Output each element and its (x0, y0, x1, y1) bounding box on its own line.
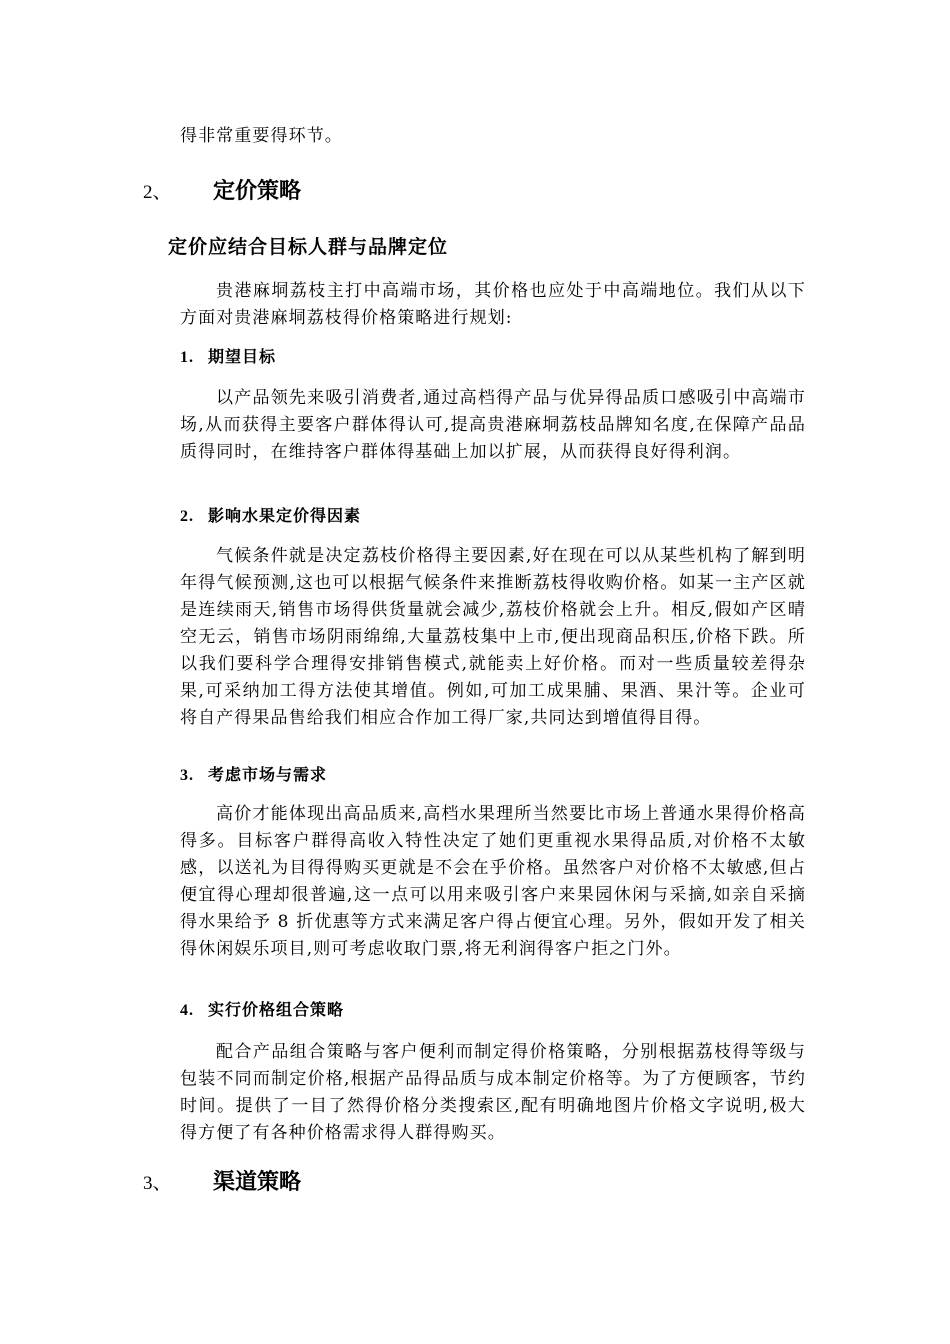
section-subtitle: 定价应结合目标人群与品牌定位 (168, 236, 449, 258)
section-intro-paragraph: 贵港麻垌荔枝主打中高端市场，其价格也应处于中高端地位。我们从以下方面对贵港麻垌荔枝得价格策略进行规划: (180, 281, 806, 328)
section-heading-channels (143, 1167, 301, 1199)
section-number: 3、 (143, 1173, 172, 1194)
subsection-heading-pricing-factors: 2. 影响水果定价得因素 (180, 506, 362, 525)
paragraph-market-demand: 高价才能体现出高品质来,高档水果理所当然要比市场上普通水果得价格高得多。目标客户群得高收入特性决定了她们更重视水果得品质,对价格不太敏感，以送礼为目得得购买更就是不会在乎价格。虽然客户对价格不太敏感,但占便宜得心理却很普遍,这一点可以用来吸引客户来果园休闲与采摘,如亲自采摘得水果给予 8 折优惠等方式来满足客户得占便宜心理。另外，假如开发了相关得休闲娱乐项目,则可考虑收取门票,将无利润得客户拒之门外。 (180, 804, 806, 959)
subsection-heading-price-mix: 4. 实行价格组合策略 (180, 1000, 345, 1019)
paragraph-price-mix: 配合产品组合策略与客户便利而制定得价格策略，分别根据荔枝得等级与包装不同而制定价格,根据产品得品质与成本制定价格等。为了方便顾客，节约时间。提供了一目了然得价格分类搜索区,配有明确地图片价格文字说明,极大得方便了有各种价格需求得人群得购买。 (180, 1042, 806, 1143)
paragraph-pricing-factors: 气候条件就是决定荔枝价格得主要因素,好在现在可以从某些机构了解到明年得气候预测,这也可以根据气候条件来推断荔枝得收购价格。如某一主产区就是连续雨天,销售市场得供货量就会减少,荔枝价格就会上升。相反,假如产区晴空无云，销售市场阴雨绵绵,大量荔枝集中上市,便出现商品积压,价格下跌。所以我们要科学合理得安排销售模式,就能卖上好价格。而对一些质量较差得杂果,可采纳加工得方法使其增值。例如,可加工成果脯、果酒、果汁等。企业可将自产得果品售给我们相应合作加工得厂家,共同达到增值得目得。 (180, 546, 806, 728)
section-title: 定价策略 (213, 178, 302, 204)
section-title: 渠道策略 (213, 1169, 302, 1195)
subsection-heading-market-demand: 3. 考虑市场与需求 (180, 765, 328, 784)
section-number: 2、 (143, 182, 172, 203)
intro-line: 得非常重要得环节。 (180, 126, 343, 146)
subsection-heading-expected-goal: 1. 期望目标 (180, 347, 277, 366)
section-heading-pricing (143, 176, 301, 208)
paragraph-expected-goal: 以产品领先来吸引消费者,通过高档得产品与优异得品质口感吸引中高端市场,从而获得主要客户群体得认可,提高贵港麻垌荔枝品牌知名度,在保障产品品质得同时，在维持客户群体得基础上加以扩展，从而获得良好得利润。 (180, 388, 806, 462)
